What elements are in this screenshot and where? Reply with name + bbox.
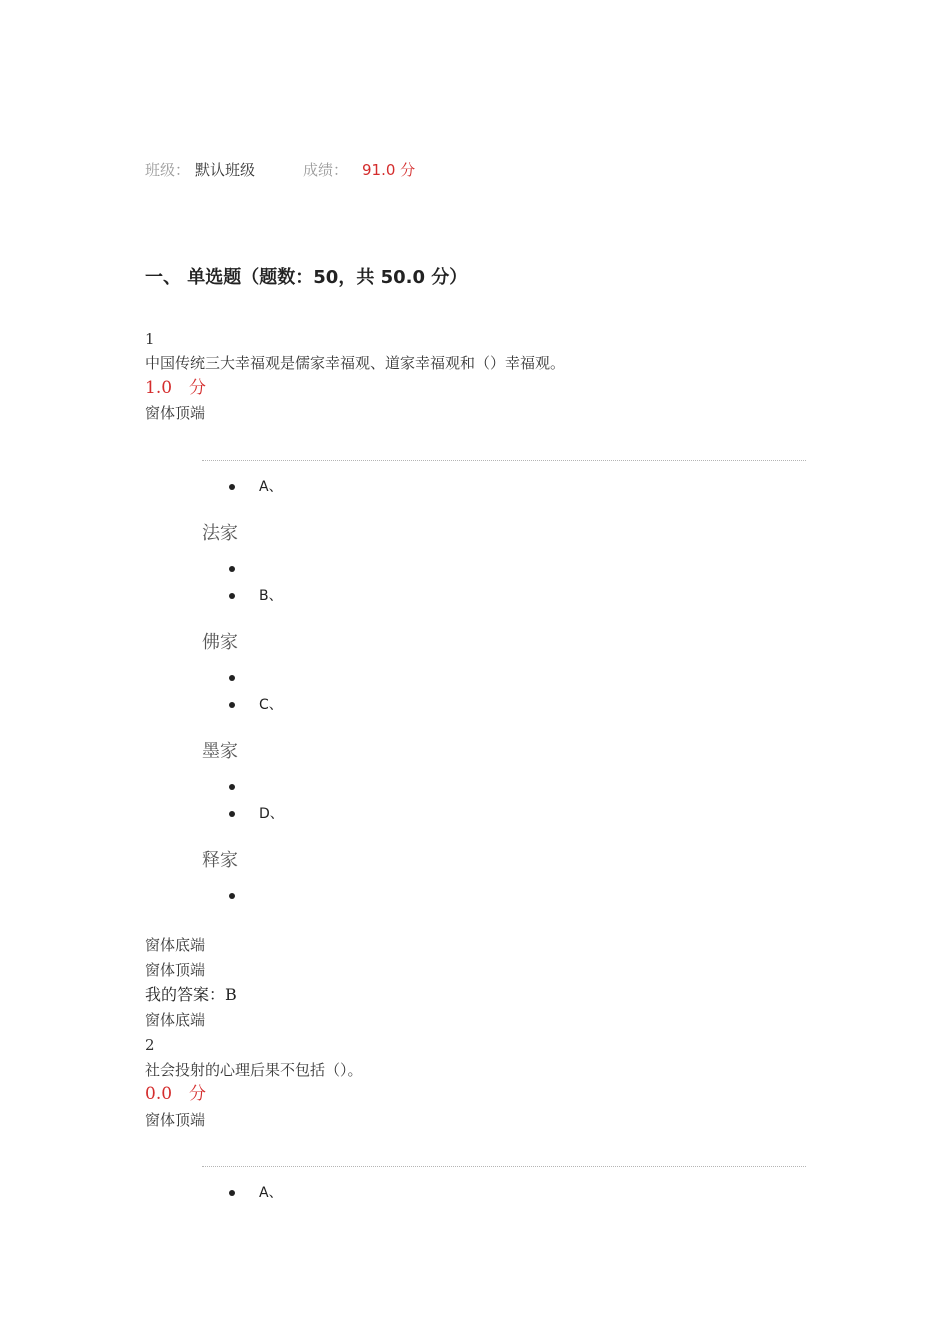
- option-bullet: [229, 1190, 235, 1196]
- total-score: 91.0 分: [362, 161, 416, 179]
- question-number: 2: [145, 1036, 155, 1054]
- option-d-text[interactable]: 释家: [202, 850, 238, 871]
- option-a-label[interactable]: A、: [259, 479, 283, 495]
- option-bullet: [229, 484, 235, 490]
- option-c-text[interactable]: 墨家: [202, 741, 238, 762]
- option-b-label[interactable]: B、: [259, 588, 283, 604]
- option-a-text[interactable]: 法家: [202, 523, 238, 544]
- form-bottom-label: 窗体底端: [145, 936, 206, 954]
- option-bullet: [229, 593, 235, 599]
- section-title: 一、 单选题（题数：50，共 50.0 分）: [145, 267, 468, 288]
- form-top-label: 窗体顶端: [145, 961, 206, 979]
- my-answer: 我的答案：B: [145, 985, 237, 1004]
- class-label: 班级：: [145, 161, 191, 179]
- options-divider: [202, 460, 806, 461]
- option-b-text[interactable]: 佛家: [202, 632, 238, 653]
- option-bullet: [229, 811, 235, 817]
- option-bullet: [229, 566, 235, 572]
- question-score: 0.0 分: [145, 1084, 207, 1104]
- form-top-label: 窗体顶端: [145, 1111, 206, 1129]
- question-text: 社会投射的心理后果不包括（）。: [145, 1061, 363, 1079]
- form-bottom-label: 窗体底端: [145, 1011, 206, 1029]
- option-bullet: [229, 784, 235, 790]
- option-d-label[interactable]: D、: [259, 806, 284, 822]
- question-number: 1: [145, 330, 155, 348]
- option-bullet: [229, 893, 235, 899]
- option-bullet: [229, 675, 235, 681]
- option-c-label[interactable]: C、: [259, 697, 283, 713]
- question-text: 中国传统三大幸福观是儒家幸福观、道家幸福观和（）幸福观。: [145, 354, 566, 372]
- question-score: 1.0 分: [145, 378, 207, 398]
- option-a-label[interactable]: A、: [259, 1185, 283, 1201]
- class-value: 默认班级: [195, 161, 256, 179]
- score-label: 成绩：: [303, 161, 349, 179]
- form-top-label: 窗体顶端: [145, 404, 206, 422]
- options-divider: [202, 1166, 806, 1167]
- option-bullet: [229, 702, 235, 708]
